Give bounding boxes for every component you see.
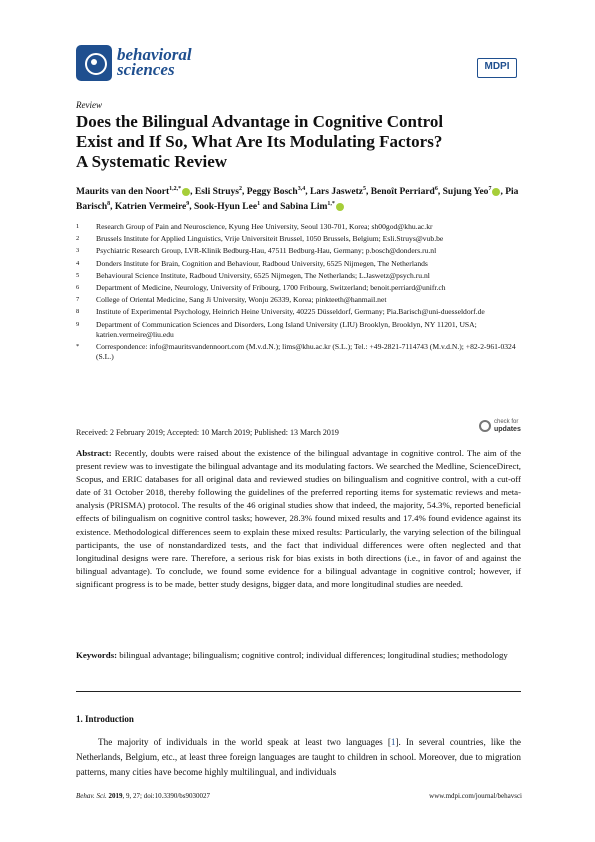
affiliation-item: [76, 283, 521, 293]
affiliation-item: [76, 234, 521, 244]
author-affiliation-mark: 9: [186, 200, 190, 207]
author-affiliation-mark: 3,4: [297, 185, 306, 192]
affiliation-number: 6: [76, 284, 80, 292]
author-list: [76, 185, 521, 215]
author-separator: and: [260, 202, 278, 212]
section-heading: 1. Introduction: [76, 714, 134, 724]
affiliation-number: 1: [76, 223, 80, 230]
author-separator: ,: [437, 187, 441, 197]
affiliation-item: [76, 222, 521, 232]
author-name: Lars Jaswetz: [309, 187, 363, 197]
affiliation-number: 5: [76, 271, 80, 279]
author-separator: ,: [189, 202, 192, 212]
affiliations: [76, 222, 521, 364]
affiliation-text: College of Oriental Medicine, Sang Ji University, Wonju 26339, Korea; pinkteeth@hanmail.net: [96, 295, 387, 305]
affiliation-text: Psychiatric Research Group, LVR-Klinik Bedburg-Hau, 47511 Bedburg-Hau, Germany; p.bosch@donders.ru.nl: [96, 246, 437, 256]
journal-logo-icon: [76, 45, 112, 81]
author-affiliation-mark: 2: [239, 185, 242, 192]
article-title: Does the Bilingual Advantage in Cognitive Control Exist and If So, What Are Its Modulating Factors? A Systematic Review: [76, 112, 444, 171]
affiliation-item: [76, 342, 521, 362]
orcid-icon[interactable]: [336, 203, 344, 211]
affiliation-number: 2: [76, 235, 80, 243]
affiliation-number: 8: [76, 308, 80, 316]
author-affiliation-mark: 1: [257, 200, 261, 207]
affiliation-text: Department of Communication Sciences and Disorders, Long Island University (LIU) Brooklyn, Brooklyn, NY 11201, USA; katrien.vermeire@liu.edu: [96, 319, 477, 339]
introduction-paragraph: The majority of individuals in the world speak at least two languages [1]. In several countries, like the Netherlands, Belgium, etc., at least three foreign languages are taught to children in school. Moreover, due to migration patterns, many cities have become highly multilingual, and individuals: [76, 737, 521, 777]
author-name: Peggy Bosch: [246, 187, 298, 197]
publication-dates: Received: 2 February 2019; Accepted: 10 March 2019; Published: 13 March 2019: [76, 428, 339, 437]
author-separator: ,: [305, 187, 308, 197]
affiliation-number: 4: [76, 259, 80, 267]
author-separator: ,: [500, 187, 503, 197]
affiliation-text: Research Group of Pain and Neuroscience, Kyung Hee University, Seoul 130-701, Korea; sh00god@khu.ac.kr: [96, 222, 433, 231]
author-name: Sabina Lim: [280, 202, 328, 212]
affiliation-text: Behavioural Science Institute, Radboud University, 6525 Nijmegen, The Netherlands; L.Jaswetz@psych.ru.nl: [96, 270, 430, 280]
author-name: Esli Struys: [194, 187, 239, 197]
affiliation-text: Brussels Institute for Applied Linguistics, Vrije Universiteit Brussel, 1050 Brussels, Belgium; Esli.Struys@vub.be: [96, 234, 444, 244]
article-type: Review: [76, 100, 102, 110]
author-separator: ,: [110, 202, 113, 212]
affiliation-item: [76, 246, 521, 256]
author-separator: ,: [365, 187, 369, 197]
citation-link[interactable]: 1: [390, 737, 396, 747]
author-name: Katrien Vermeire: [114, 202, 187, 212]
mdpi-logo: MDPI: [477, 58, 517, 78]
footer-journal-url[interactable]: www.mdpi.com/journal/behavsci: [429, 792, 522, 800]
author-affiliation-mark: 1,*: [327, 200, 335, 207]
author-affiliation-mark: 7: [488, 185, 492, 192]
check-for-updates-badge[interactable]: check for updates: [479, 419, 524, 435]
author-affiliation-mark: 8: [107, 200, 111, 207]
affiliation-number: 9: [76, 320, 80, 328]
journal-name: behavioral sciences: [117, 45, 192, 79]
affiliation-text: Donders Institute for Brain, Cognition and Behaviour, Radboud University, 6525 Nijmegen, The Netherlands: [96, 258, 428, 268]
affiliation-item: [76, 320, 521, 340]
author-separator: ,: [242, 187, 245, 197]
author-name: Pia Barisch: [76, 187, 519, 212]
author-affiliation-mark: 1,2,*: [169, 185, 182, 192]
affiliation-item: [76, 271, 521, 281]
author-name: Sook-Hyun Lee: [193, 202, 258, 212]
affiliation-number: *: [76, 343, 80, 351]
affiliation-number: 3: [76, 247, 80, 255]
keywords: Keywords: bilingual advantage; bilingualism; cognitive control; individual differences; longitudinal studies; methodology: [76, 650, 508, 660]
affiliation-text: Institute of Experimental Psychology, Heinrich Heine University, 40225 Düsseldorf, Germany; Pia.Barisch@uni-duesseldorf.de: [96, 307, 485, 317]
affiliation-item: [76, 259, 521, 269]
affiliation-number: 7: [76, 296, 80, 304]
affiliation-item: [76, 307, 521, 317]
affiliation-text: Department of Medicine, Neurology, University of Fribourg, 1700 Fribourg, Switzerland; benoit.perriard@unifr.ch: [96, 283, 446, 293]
author-affiliation-mark: 5: [362, 185, 366, 192]
author-name: Sujung Yeo: [442, 187, 489, 197]
divider: [76, 691, 521, 692]
footer-citation: Behav. Sci. 2019, 9, 27; doi:10.3390/bs9030027: [76, 792, 211, 800]
affiliation-text: Correspondence: info@mauritsvandennoort.com (M.v.d.N.); lims@khu.ac.kr (S.L.); Tel.: +49-2821-7114743 (M.v.d.N.); +82-2-961-0324 (S.L.): [96, 342, 516, 362]
abstract: Abstract: Recently, doubts were raised about the existence of the bilingual advantage in cognitive control. The aim of the present review was to investigate the bilingual advantage and its modulating factors. We searched the Medline, ScienceDirect, Scopus, and ERIC databases for all original data and reviewed studies on bilingualism and cognitive control, with a cut-off date of 31 October 2018, thereby following the guidelines of the preferred reporting items for systematic reviews and meta-analysis (PRISMA) protocol. The results of the 46 original studies show that indeed, the majority, 54.3%, reported beneficial effects of bilingualism on cognitive control tasks; however, 28.3% found mixed results and 17.4% found evidence against its existence. Methodological differences seem to explain these mixed results: Particularly, the varying selection of the bilingual participants, the use of nonstandardized tests, and the fact that individual differences were often neglected and that longitudinal designs were rare. Therefore, a serious risk for bias exists in both directions (i.e., in favor of and against the bilingual advantage). To conclude, we found some evidence for a bilingual advantage in cognitive control; however, if significant progress is to be made, better study designs, bigger data, and more longitudinal studies are needed.: [76, 448, 521, 589]
author-affiliation-mark: 6: [434, 185, 438, 192]
author-separator: ,: [190, 187, 193, 197]
orcid-icon[interactable]: [182, 187, 193, 197]
refresh-icon: [479, 420, 491, 432]
author-name: Benoît Perriard: [370, 187, 435, 197]
author-name: Maurits van den Noort: [76, 187, 170, 197]
affiliation-item: [76, 295, 521, 305]
